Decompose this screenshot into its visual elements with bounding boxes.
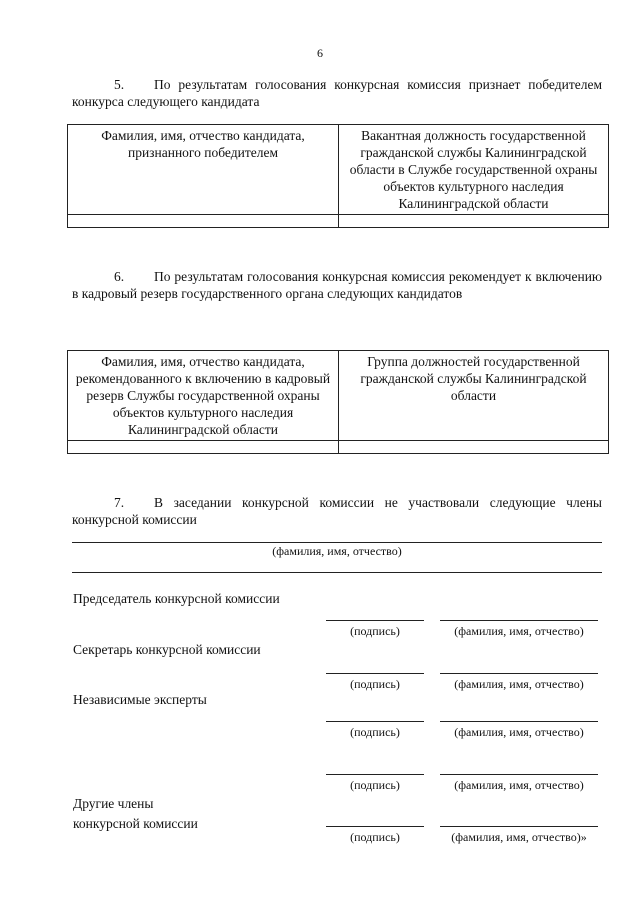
winner-table-cell-name[interactable]	[68, 215, 339, 228]
page-number: 6	[317, 46, 323, 60]
winner-table-header-name: Фамилия, имя, отчество кандидата, признанного победителем	[68, 125, 339, 215]
other-members-label-line-2: конкурсной комиссии	[73, 816, 198, 831]
expert-2-signature-line[interactable]	[326, 774, 424, 775]
section-6-number: 6.	[114, 269, 125, 284]
winner-table	[67, 124, 609, 228]
expert-2-signature-caption: (подпись)	[350, 778, 400, 792]
section-7-text: В заседании конкурсной комиссии не участвовали следующие члены конкурсной комиссии	[72, 495, 602, 527]
other-member-signature-line[interactable]	[326, 826, 424, 827]
section-7-paragraph	[72, 494, 602, 528]
section-5-number: 5.	[114, 77, 125, 92]
reserve-table-header-name: Фамилия, имя, отчество кандидата, рекомендованного к включению в кадровый резерв Службы государственной охраны объектов культурного наследия Калининградской области	[68, 351, 339, 441]
reserve-table	[67, 350, 609, 454]
section-5-paragraph	[72, 76, 602, 110]
absent-members-line-2[interactable]	[72, 572, 602, 573]
absent-members-caption: (фамилия, имя, отчество)	[272, 544, 402, 558]
expert-2-name-caption: (фамилия, имя, отчество)	[454, 778, 584, 792]
section-7-number: 7.	[114, 495, 125, 510]
secretary-signature-line[interactable]	[326, 673, 424, 674]
other-member-signature-caption: (подпись)	[350, 830, 400, 844]
secretary-signature-caption: (подпись)	[350, 677, 400, 691]
reserve-table-cell-group[interactable]	[339, 441, 609, 454]
winner-table-cell-position[interactable]	[339, 215, 609, 228]
secretary-label: Секретарь конкурсной комиссии	[73, 642, 261, 657]
chairman-label: Председатель конкурсной комиссии	[73, 591, 280, 606]
section-5-text: По результатам голосования конкурсная комиссия признает победителем конкурса следующего кандидата	[72, 77, 602, 109]
expert-1-name-caption: (фамилия, имя, отчество)	[454, 725, 584, 739]
chairman-signature-caption: (подпись)	[350, 624, 400, 638]
chairman-name-caption: (фамилия, имя, отчество)	[454, 624, 584, 638]
secretary-name-line[interactable]	[440, 673, 598, 674]
other-member-name-caption: (фамилия, имя, отчество)»	[451, 830, 587, 844]
reserve-table-cell-name[interactable]	[68, 441, 339, 454]
other-member-name-line[interactable]	[440, 826, 598, 827]
section-6-paragraph	[72, 268, 602, 302]
reserve-table-header-group: Группа должностей государственной гражданской службы Калининградской области	[339, 351, 609, 441]
expert-1-signature-line[interactable]	[326, 721, 424, 722]
expert-1-signature-caption: (подпись)	[350, 725, 400, 739]
other-members-label-line-1: Другие члены	[73, 796, 154, 811]
chairman-name-line[interactable]	[440, 620, 598, 621]
winner-table-header-position: Вакантная должность государственной гражданской службы Калининградской области в Службе государственной охраны объектов культурного наследия Калининградской области	[339, 125, 609, 215]
chairman-signature-line[interactable]	[326, 620, 424, 621]
secretary-name-caption: (фамилия, имя, отчество)	[454, 677, 584, 691]
absent-members-line-1[interactable]	[72, 542, 602, 543]
expert-2-name-line[interactable]	[440, 774, 598, 775]
section-6-text: По результатам голосования конкурсная комиссия рекомендует к включению в кадровый резерв государственного органа следующих кандидатов	[72, 269, 602, 301]
expert-1-name-line[interactable]	[440, 721, 598, 722]
experts-label: Независимые эксперты	[73, 692, 207, 707]
